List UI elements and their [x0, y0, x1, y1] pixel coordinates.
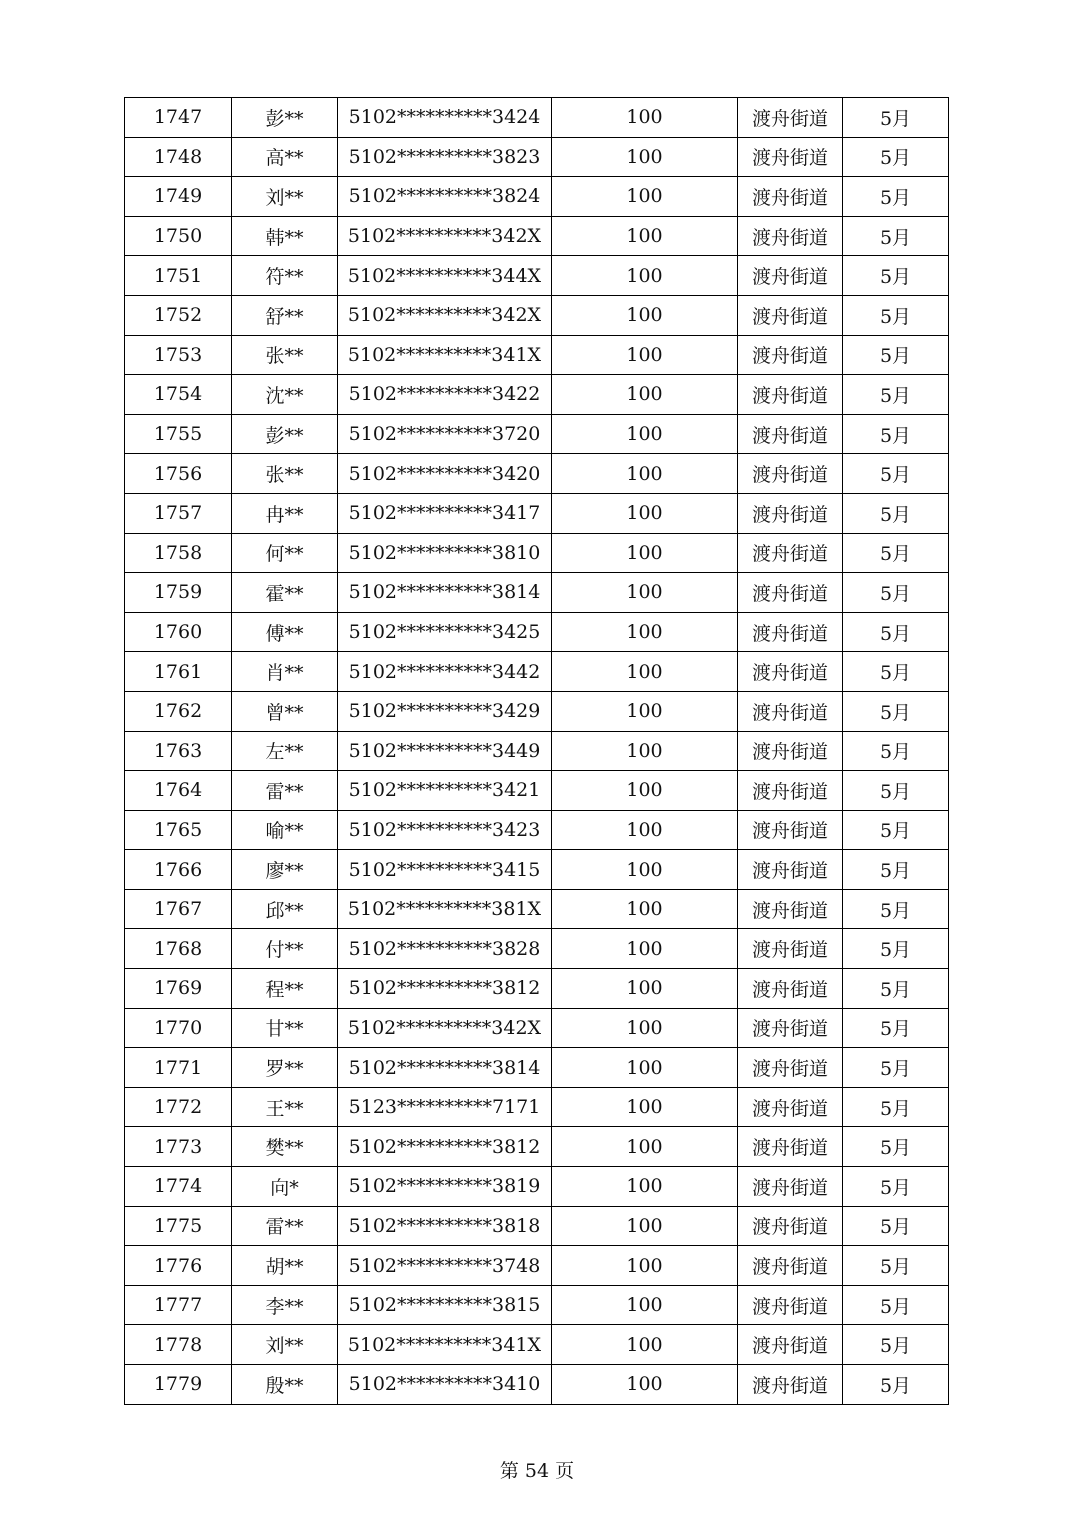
amount-cell: 100 — [552, 969, 738, 1009]
amount-cell: 100 — [552, 1167, 738, 1207]
amount-cell: 100 — [552, 1246, 738, 1286]
street-cell: 渡舟街道 — [738, 1048, 843, 1088]
month-cell: 5月 — [843, 1167, 949, 1207]
amount-cell: 100 — [552, 1087, 738, 1127]
amount-cell: 100 — [552, 691, 738, 731]
amount-cell: 100 — [552, 256, 738, 296]
name-cell: 邱** — [232, 889, 338, 929]
serial-number-cell: 1771 — [125, 1048, 232, 1088]
table-row — [125, 573, 949, 613]
amount-cell: 100 — [552, 216, 738, 256]
street-cell: 渡舟街道 — [738, 691, 843, 731]
amount-cell: 100 — [552, 1365, 738, 1405]
amount-cell: 100 — [552, 810, 738, 850]
amount-cell: 100 — [552, 573, 738, 613]
street-cell: 渡舟街道 — [738, 216, 843, 256]
id-number-cell: 5102**********3819 — [338, 1167, 552, 1207]
amount-cell: 100 — [552, 375, 738, 415]
amount-cell: 100 — [552, 612, 738, 652]
serial-number-cell: 1773 — [125, 1127, 232, 1167]
month-cell: 5月 — [843, 929, 949, 969]
street-cell: 渡舟街道 — [738, 731, 843, 771]
street-cell: 渡舟街道 — [738, 137, 843, 177]
serial-number-cell: 1760 — [125, 612, 232, 652]
name-cell: 胡** — [232, 1246, 338, 1286]
name-cell: 刘** — [232, 1325, 338, 1365]
serial-number-cell: 1747 — [125, 98, 232, 138]
street-cell: 渡舟街道 — [738, 929, 843, 969]
name-cell: 殷** — [232, 1365, 338, 1405]
serial-number-cell: 1749 — [125, 177, 232, 217]
table-row — [125, 691, 949, 731]
id-number-cell: 5102**********3812 — [338, 1127, 552, 1167]
id-number-cell: 5102**********342X — [338, 1008, 552, 1048]
serial-number-cell: 1750 — [125, 216, 232, 256]
name-cell: 廖** — [232, 850, 338, 890]
month-cell: 5月 — [843, 216, 949, 256]
street-cell: 渡舟街道 — [738, 98, 843, 138]
name-cell: 沈** — [232, 375, 338, 415]
amount-cell: 100 — [552, 295, 738, 335]
street-cell: 渡舟街道 — [738, 335, 843, 375]
amount-cell: 100 — [552, 850, 738, 890]
street-cell: 渡舟街道 — [738, 1167, 843, 1207]
table-row — [125, 177, 949, 217]
table-row — [125, 889, 949, 929]
id-number-cell: 5102**********3818 — [338, 1206, 552, 1246]
serial-number-cell: 1777 — [125, 1285, 232, 1325]
table-row — [125, 454, 949, 494]
id-number-cell: 5102**********3417 — [338, 493, 552, 533]
month-cell: 5月 — [843, 1048, 949, 1088]
table-row — [125, 969, 949, 1009]
table-row — [125, 493, 949, 533]
street-cell: 渡舟街道 — [738, 177, 843, 217]
table-row — [125, 256, 949, 296]
name-cell: 罗** — [232, 1048, 338, 1088]
street-cell: 渡舟街道 — [738, 295, 843, 335]
month-cell: 5月 — [843, 1365, 949, 1405]
serial-number-cell: 1770 — [125, 1008, 232, 1048]
name-cell: 何** — [232, 533, 338, 573]
serial-number-cell: 1763 — [125, 731, 232, 771]
amount-cell: 100 — [552, 1285, 738, 1325]
month-cell: 5月 — [843, 691, 949, 731]
id-number-cell: 5102**********3424 — [338, 98, 552, 138]
table-row — [125, 652, 949, 692]
amount-cell: 100 — [552, 533, 738, 573]
id-number-cell: 5102**********3429 — [338, 691, 552, 731]
table-row — [125, 216, 949, 256]
table-row — [125, 98, 949, 138]
amount-cell: 100 — [552, 652, 738, 692]
street-cell: 渡舟街道 — [738, 1206, 843, 1246]
table-row — [125, 1285, 949, 1325]
serial-number-cell: 1758 — [125, 533, 232, 573]
street-cell: 渡舟街道 — [738, 612, 843, 652]
table-row — [125, 1048, 949, 1088]
street-cell: 渡舟街道 — [738, 850, 843, 890]
street-cell: 渡舟街道 — [738, 493, 843, 533]
table-row — [125, 929, 949, 969]
month-cell: 5月 — [843, 1127, 949, 1167]
page-number: 第 54 页 — [499, 1460, 575, 1482]
serial-number-cell: 1776 — [125, 1246, 232, 1286]
id-number-cell: 5102**********3748 — [338, 1246, 552, 1286]
id-number-cell: 5102**********3814 — [338, 1048, 552, 1088]
street-cell: 渡舟街道 — [738, 1325, 843, 1365]
table-row — [125, 612, 949, 652]
name-cell: 高** — [232, 137, 338, 177]
month-cell: 5月 — [843, 533, 949, 573]
name-cell: 肖** — [232, 652, 338, 692]
id-number-cell: 5102**********3415 — [338, 850, 552, 890]
serial-number-cell: 1778 — [125, 1325, 232, 1365]
table-row — [125, 375, 949, 415]
month-cell: 5月 — [843, 1325, 949, 1365]
id-number-cell: 5102**********3423 — [338, 810, 552, 850]
month-cell: 5月 — [843, 256, 949, 296]
amount-cell: 100 — [552, 335, 738, 375]
month-cell: 5月 — [843, 1087, 949, 1127]
amount-cell: 100 — [552, 1325, 738, 1365]
serial-number-cell: 1779 — [125, 1365, 232, 1405]
serial-number-cell: 1772 — [125, 1087, 232, 1127]
amount-cell: 100 — [552, 177, 738, 217]
month-cell: 5月 — [843, 612, 949, 652]
amount-cell: 100 — [552, 493, 738, 533]
name-cell: 冉** — [232, 493, 338, 533]
serial-number-cell: 1752 — [125, 295, 232, 335]
records-table — [124, 97, 949, 1405]
name-cell: 刘** — [232, 177, 338, 217]
amount-cell: 100 — [552, 137, 738, 177]
amount-cell: 100 — [552, 1127, 738, 1167]
table-row — [125, 533, 949, 573]
table-row — [125, 1325, 949, 1365]
street-cell: 渡舟街道 — [738, 889, 843, 929]
id-number-cell: 5102**********381X — [338, 889, 552, 929]
id-number-cell: 5102**********344X — [338, 256, 552, 296]
id-number-cell: 5102**********3824 — [338, 177, 552, 217]
street-cell: 渡舟街道 — [738, 573, 843, 613]
month-cell: 5月 — [843, 573, 949, 613]
amount-cell: 100 — [552, 98, 738, 138]
serial-number-cell: 1748 — [125, 137, 232, 177]
street-cell: 渡舟街道 — [738, 256, 843, 296]
month-cell: 5月 — [843, 850, 949, 890]
name-cell: 傅** — [232, 612, 338, 652]
month-cell: 5月 — [843, 414, 949, 454]
street-cell: 渡舟街道 — [738, 375, 843, 415]
amount-cell: 100 — [552, 731, 738, 771]
street-cell: 渡舟街道 — [738, 1127, 843, 1167]
month-cell: 5月 — [843, 295, 949, 335]
id-number-cell: 5102**********3823 — [338, 137, 552, 177]
table-row — [125, 1127, 949, 1167]
id-number-cell: 5102**********341X — [338, 335, 552, 375]
name-cell: 彭** — [232, 98, 338, 138]
name-cell: 彭** — [232, 414, 338, 454]
name-cell: 向* — [232, 1167, 338, 1207]
amount-cell: 100 — [552, 1206, 738, 1246]
id-number-cell: 5102**********3422 — [338, 375, 552, 415]
month-cell: 5月 — [843, 969, 949, 1009]
street-cell: 渡舟街道 — [738, 969, 843, 1009]
id-number-cell: 5102**********3720 — [338, 414, 552, 454]
month-cell: 5月 — [843, 375, 949, 415]
id-number-cell: 5123**********7171 — [338, 1087, 552, 1127]
street-cell: 渡舟街道 — [738, 810, 843, 850]
name-cell: 舒** — [232, 295, 338, 335]
serial-number-cell: 1768 — [125, 929, 232, 969]
month-cell: 5月 — [843, 810, 949, 850]
table-row — [125, 771, 949, 811]
serial-number-cell: 1754 — [125, 375, 232, 415]
month-cell: 5月 — [843, 1206, 949, 1246]
month-cell: 5月 — [843, 98, 949, 138]
month-cell: 5月 — [843, 177, 949, 217]
month-cell: 5月 — [843, 771, 949, 811]
table-row — [125, 335, 949, 375]
table-row — [125, 295, 949, 335]
name-cell: 李** — [232, 1285, 338, 1325]
serial-number-cell: 1762 — [125, 691, 232, 731]
street-cell: 渡舟街道 — [738, 771, 843, 811]
serial-number-cell: 1751 — [125, 256, 232, 296]
id-number-cell: 5102**********3828 — [338, 929, 552, 969]
id-number-cell: 5102**********3442 — [338, 652, 552, 692]
name-cell: 张** — [232, 335, 338, 375]
id-number-cell: 5102**********3410 — [338, 1365, 552, 1405]
id-number-cell: 5102**********3814 — [338, 573, 552, 613]
id-number-cell: 5102**********3812 — [338, 969, 552, 1009]
street-cell: 渡舟街道 — [738, 1087, 843, 1127]
serial-number-cell: 1757 — [125, 493, 232, 533]
month-cell: 5月 — [843, 137, 949, 177]
table-row — [125, 1206, 949, 1246]
street-cell: 渡舟街道 — [738, 454, 843, 494]
name-cell: 韩** — [232, 216, 338, 256]
serial-number-cell: 1756 — [125, 454, 232, 494]
month-cell: 5月 — [843, 493, 949, 533]
amount-cell: 100 — [552, 414, 738, 454]
name-cell: 王** — [232, 1087, 338, 1127]
name-cell: 付** — [232, 929, 338, 969]
street-cell: 渡舟街道 — [738, 414, 843, 454]
table-row — [125, 414, 949, 454]
table-row — [125, 731, 949, 771]
street-cell: 渡舟街道 — [738, 533, 843, 573]
amount-cell: 100 — [552, 771, 738, 811]
street-cell: 渡舟街道 — [738, 1008, 843, 1048]
name-cell: 张** — [232, 454, 338, 494]
serial-number-cell: 1775 — [125, 1206, 232, 1246]
table-row — [125, 1167, 949, 1207]
name-cell: 樊** — [232, 1127, 338, 1167]
table-row — [125, 810, 949, 850]
table-row — [125, 850, 949, 890]
name-cell: 符** — [232, 256, 338, 296]
id-number-cell: 5102**********3449 — [338, 731, 552, 771]
records-table-body — [125, 98, 949, 1405]
amount-cell: 100 — [552, 929, 738, 969]
name-cell: 甘** — [232, 1008, 338, 1048]
id-number-cell: 5102**********3810 — [338, 533, 552, 573]
serial-number-cell: 1761 — [125, 652, 232, 692]
serial-number-cell: 1753 — [125, 335, 232, 375]
amount-cell: 100 — [552, 1048, 738, 1088]
month-cell: 5月 — [843, 1285, 949, 1325]
serial-number-cell: 1764 — [125, 771, 232, 811]
month-cell: 5月 — [843, 731, 949, 771]
name-cell: 曾** — [232, 691, 338, 731]
serial-number-cell: 1774 — [125, 1167, 232, 1207]
name-cell: 霍** — [232, 573, 338, 613]
name-cell: 喻** — [232, 810, 338, 850]
month-cell: 5月 — [843, 454, 949, 494]
id-number-cell: 5102**********3421 — [338, 771, 552, 811]
month-cell: 5月 — [843, 652, 949, 692]
street-cell: 渡舟街道 — [738, 1285, 843, 1325]
street-cell: 渡舟街道 — [738, 1365, 843, 1405]
name-cell: 雷** — [232, 771, 338, 811]
name-cell: 雷** — [232, 1206, 338, 1246]
serial-number-cell: 1765 — [125, 810, 232, 850]
table-row — [125, 1008, 949, 1048]
month-cell: 5月 — [843, 1246, 949, 1286]
amount-cell: 100 — [552, 1008, 738, 1048]
id-number-cell: 5102**********3425 — [338, 612, 552, 652]
table-row — [125, 1365, 949, 1405]
table-row — [125, 1087, 949, 1127]
name-cell: 左** — [232, 731, 338, 771]
month-cell: 5月 — [843, 335, 949, 375]
serial-number-cell: 1769 — [125, 969, 232, 1009]
table-row — [125, 1246, 949, 1286]
id-number-cell: 5102**********3420 — [338, 454, 552, 494]
id-number-cell: 5102**********342X — [338, 295, 552, 335]
serial-number-cell: 1755 — [125, 414, 232, 454]
id-number-cell: 5102**********342X — [338, 216, 552, 256]
name-cell: 程** — [232, 969, 338, 1009]
amount-cell: 100 — [552, 454, 738, 494]
month-cell: 5月 — [843, 1008, 949, 1048]
id-number-cell: 5102**********3815 — [338, 1285, 552, 1325]
street-cell: 渡舟街道 — [738, 652, 843, 692]
serial-number-cell: 1767 — [125, 889, 232, 929]
table-row — [125, 137, 949, 177]
serial-number-cell: 1759 — [125, 573, 232, 613]
id-number-cell: 5102**********341X — [338, 1325, 552, 1365]
street-cell: 渡舟街道 — [738, 1246, 843, 1286]
month-cell: 5月 — [843, 889, 949, 929]
serial-number-cell: 1766 — [125, 850, 232, 890]
amount-cell: 100 — [552, 889, 738, 929]
